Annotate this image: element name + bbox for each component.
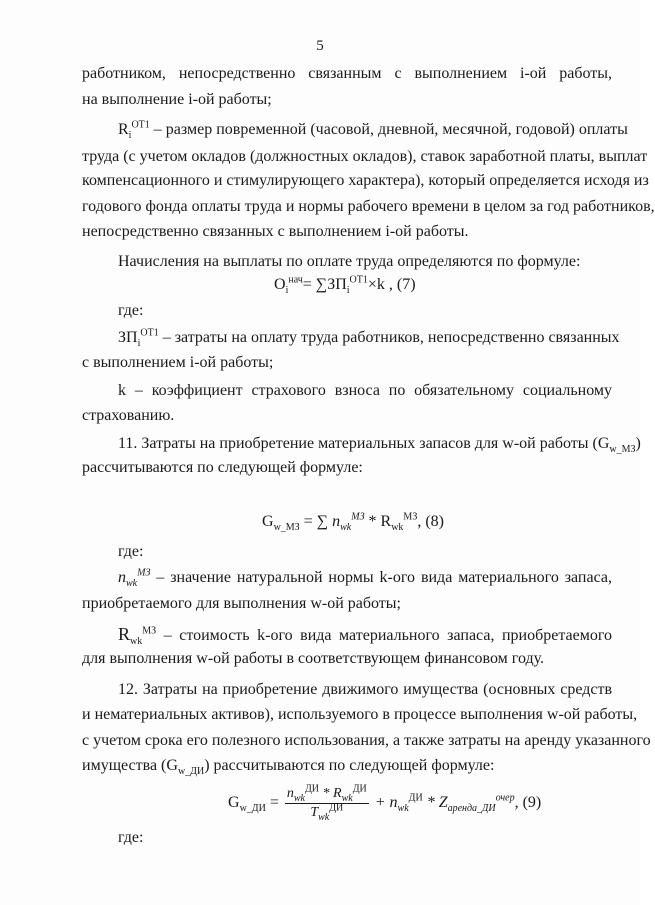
formula-7: $O_i^{нач}= \sum ЗП_i^{ОТ1}\times k$ , (7) [274, 274, 416, 297]
paragraph-12-line-4: имущества $(G_{w\_ДИ})$ рассчитываются по следующей формуле: [82, 757, 495, 778]
paragraph-12-line-1: 12. Затраты на приобретение движимого имущества (основных средств [118, 681, 613, 698]
formula-8: $G_{w\_МЗ}$ = ∑ $n_{wk}^{МЗ} * R_{wk}^{МЗ}$, (8) [262, 511, 444, 534]
paragraph-2-line-3: компенсационного и стимулирующего характера), который определяется исходя из [82, 172, 649, 189]
symbol-zp: $ЗП_i^{ОТ1}$ [118, 327, 159, 350]
word: связанным [308, 65, 382, 82]
word: с [394, 65, 402, 82]
where-label-3: где: [118, 829, 144, 846]
where-label-2: где: [118, 543, 144, 560]
symbol-r-wk: $R_{wk}^{МЗ}$ [118, 624, 157, 648]
definition-n-line-1: $n_{wk}^{МЗ}$ – значение натуральной нормы k-ого вида материального запаса, [118, 567, 612, 590]
paragraph-12-line-3: с учетом срока его полезного использования, а также затраты на аренду указанного [82, 732, 651, 749]
paragraph-2-line-4: годового фонда оплаты труда и нормы рабочего времени в целом за год работников, [82, 198, 655, 215]
page-number: 5 [316, 38, 324, 54]
paragraph-11-line-2: рассчитываются по следующей формуле: [82, 459, 363, 476]
symbol-n: $n_{wk}^{МЗ}$ [118, 567, 151, 590]
definition-zp-line-2: с выполнением i-ой работы; [82, 354, 274, 371]
paragraph-2-line-1 [118, 119, 628, 142]
symbol-r: $R_i^{ОТ1}$ [118, 119, 150, 142]
paragraph-12-line-2: и нематериальных активов), используемого в процессе выполнения w-ой работы, [82, 706, 638, 723]
word: работы, [559, 65, 613, 82]
text: – размер повременной (часовой, дневной, месячной, годовой) оплаты [153, 121, 628, 138]
word: работником, [82, 65, 166, 82]
definition-n-line-2: приобретаемого для выполнения w-ой работы; [82, 595, 401, 612]
paragraph-2-line-5: непосредственно связанных с выполнением i-ой работы. [82, 223, 469, 240]
paragraph-11-line-1: 11. Затраты на приобретение материальных запасов для w-ой работы $(G_{w\_МЗ})$ [118, 435, 641, 456]
word: непосредственно [178, 65, 296, 82]
definition-r-line-1: $R_{wk}^{МЗ}$ – стоимость k-ого вида материального запаса, приобретаемого [118, 624, 613, 648]
paragraph-2-line-2: труда (с учетом окладов (должностных окладов), ставок заработной платы, выплат [82, 148, 648, 165]
paragraph-3: Начисления на выплаты по оплате труда определяются по формуле: [118, 253, 581, 270]
definition-r-line-2: для выполнения w-ой работы в соответствующем финансовом году. [82, 650, 545, 667]
where-label-1: где: [118, 302, 144, 319]
definition-zp-line-1: $ЗП_i^{ОТ1}$ – затраты на оплату труда работников, непосредственно связанных [118, 327, 620, 350]
formula-9: $G_{w\_ДИ}$ = $\frac{n_{wk}^{ДИ} * R_{wk}^{ДИ}}{T_{wk}^{ДИ}}$ + $n_{wk}^{ДИ} * Z_{аренда\_ДИ}^{очер}$, (9) [228, 783, 542, 823]
paragraph-1-line-1 [82, 64, 612, 84]
definition-k-line-2: страхованию. [82, 407, 175, 424]
definition-k-line-1: k – коэффициент страхового взноса по обязательному социальному [118, 382, 613, 399]
word: i-ой [520, 65, 547, 82]
word: выполнением [414, 65, 508, 82]
formula-9-fraction: $\frac{n_{wk}^{ДИ} * R_{wk}^{ДИ}}{T_{wk}^{ДИ}}$ [286, 783, 367, 823]
paragraph-1-line-2: на выполнение i-ой работы; [82, 91, 272, 108]
